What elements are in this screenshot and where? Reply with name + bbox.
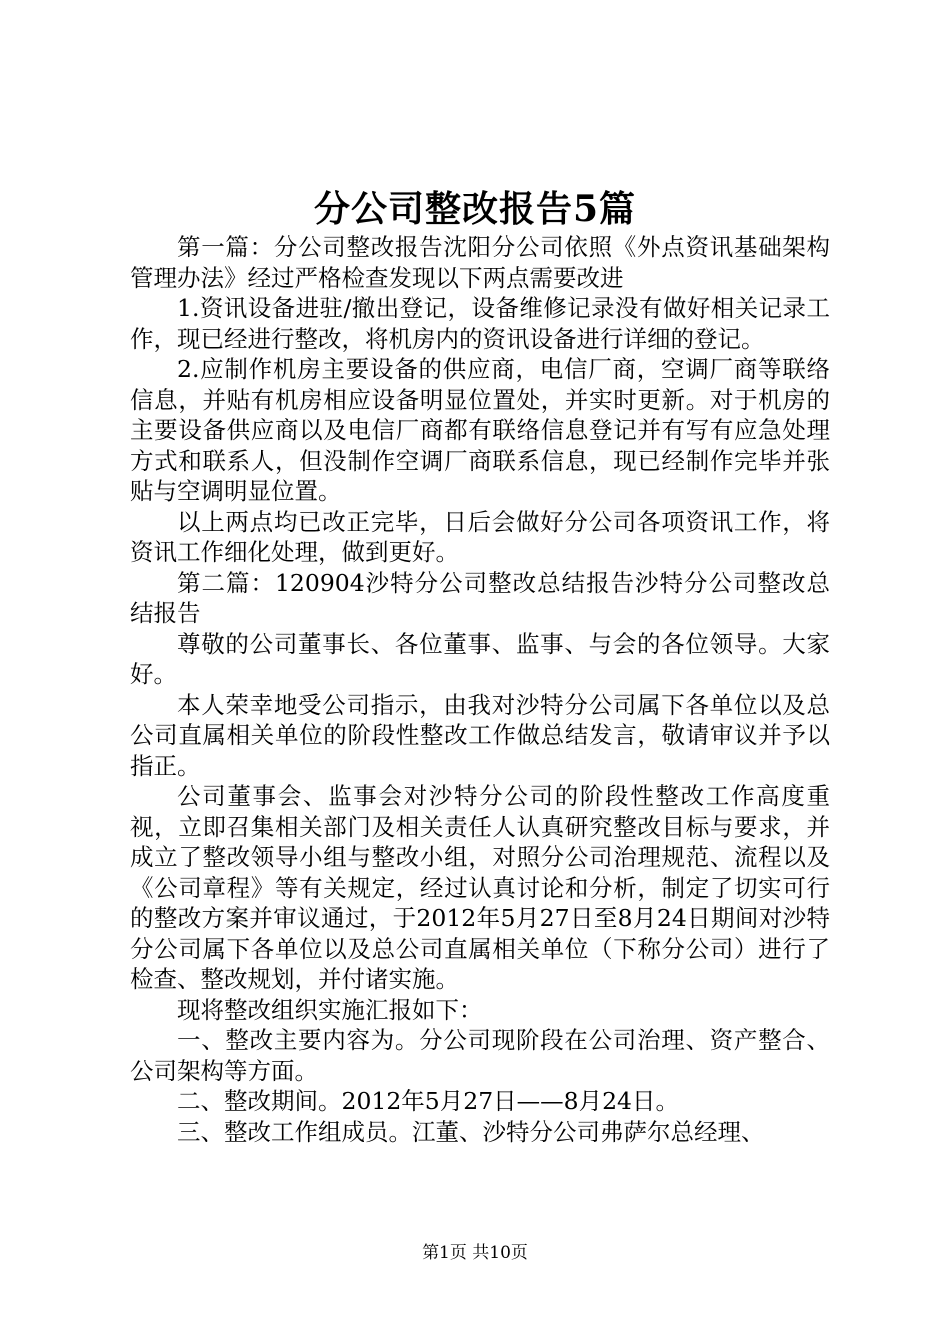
page-footer: 第1页 共10页: [422, 1243, 528, 1263]
document-title: 分公司整改报告5篇: [313, 188, 637, 230]
paragraph: 尊敬的公司董事长、各位董事、监事、与会的各位领导。大家好。: [130, 629, 830, 688]
paragraph: 2.应制作机房主要设备的供应商，电信厂商，空调厂商等联络信息，并贴有机房相应设备明显位置处，并实时更新。对于机房的主要设备供应商以及电信厂商都有联络信息登记并有写有应急处理方式和联系人，但没制作空调厂商联系信息，现已经制作完毕并张贴与空调明显位置。: [130, 355, 830, 505]
paragraph: 1.资讯设备进驻/撤出登记，设备维修记录没有做好相关记录工作，现已经进行整改，将机房内的资讯设备进行详细的登记。: [130, 294, 830, 353]
paragraph: 一、整改主要内容为。分公司现阶段在公司治理、资产整合、公司架构等方面。: [130, 1026, 830, 1085]
paragraph: 二、整改期间。2012年5月27日——8月24日。: [177, 1087, 680, 1115]
paragraph: 公司董事会、监事会对沙特分公司的阶段性整改工作高度重视，立即召集相关部门及相关责任人认真研究整改目标与要求，并成立了整改领导小组与整改小组，对照分公司治理规范、流程以及《公司章程》等有关规定，经过认真讨论和分析，制定了切实可行的整改方案并审议通过，于2012年5月27日至8月24日期间对沙特分公司属下各单位以及总公司直属相关单位（下称分公司）进行了检查、整改规划，并付诸实施。: [130, 782, 830, 993]
paragraph: 第一篇：分公司整改报告沈阳分公司依照《外点资讯基础架构管理办法》经过严格检查发现以下两点需要改进: [130, 233, 830, 292]
paragraph: 第二篇：120904沙特分公司整改总结报告沙特分公司整改总结报告: [130, 568, 830, 627]
paragraph: 本人荣幸地受公司指示，由我对沙特分公司属下各单位以及总公司直属相关单位的阶段性整改工作做总结发言，敬请审议并予以指正。: [130, 690, 830, 780]
document-body: [130, 232, 830, 1147]
paragraph: 三、整改工作组成员。江董、沙特分公司弗萨尔总经理、: [177, 1117, 765, 1146]
paragraph: 现将整改组织实施汇报如下：: [177, 995, 483, 1024]
paragraph: 以上两点均已改正完毕，日后会做好分公司各项资讯工作，将资讯工作细化处理，做到更好。: [130, 507, 830, 566]
